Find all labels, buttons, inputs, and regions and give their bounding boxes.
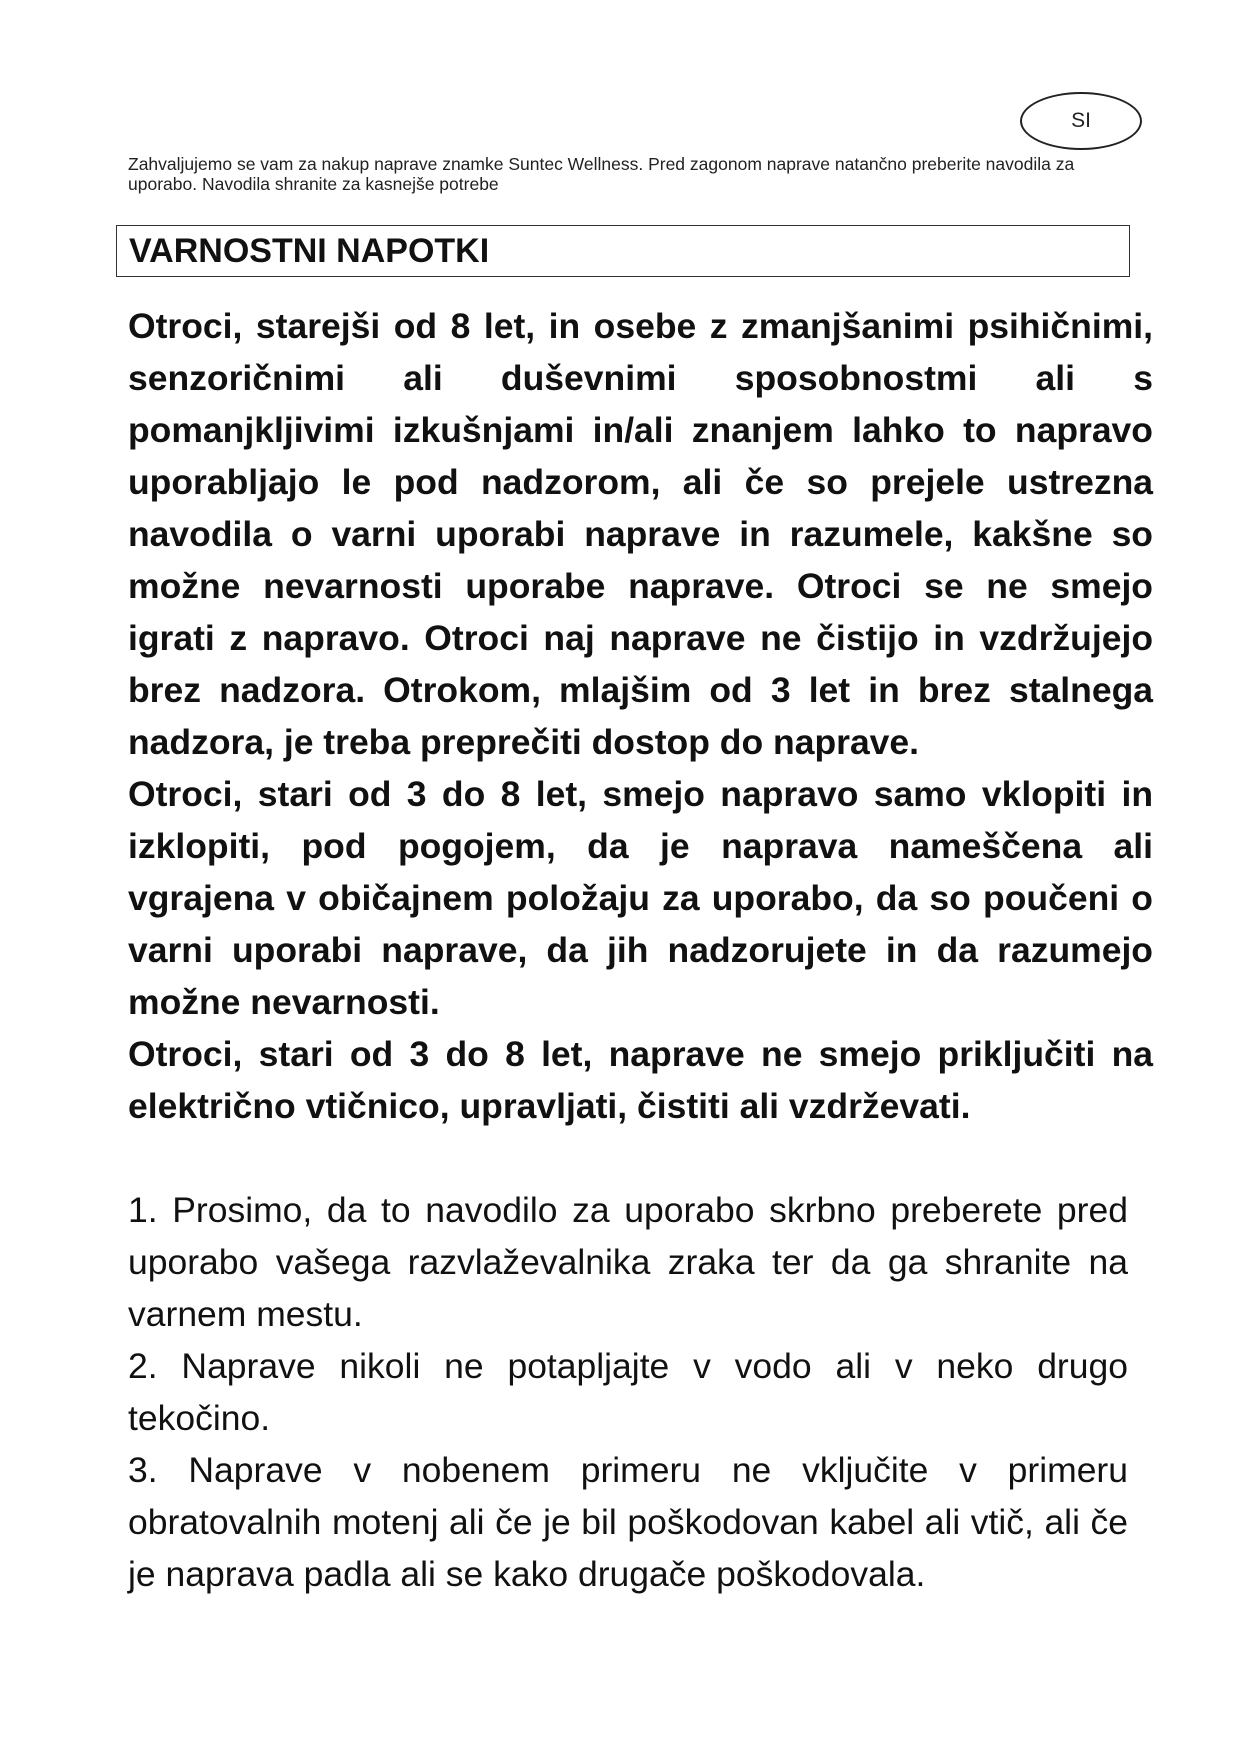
- language-code: SI: [1071, 109, 1091, 132]
- instruction-item: 2. Naprave nikoli ne potapljajte v vodo ali v neko drugo tekočino.: [128, 1346, 1128, 1438]
- section-header-box: [116, 225, 1130, 277]
- section-title: VARNOSTNI NAPOTKI: [129, 231, 490, 270]
- instruction-list: [128, 1184, 1128, 1600]
- warning-paragraph: Otroci, stari od 3 do 8 let, naprave ne smejo priključiti na električno vtičnico, upravljati, čistiti ali vzdrževati.: [128, 1034, 1153, 1126]
- intro-text: Zahvaljujemo se vam za nakup naprave znamke Suntec Wellness. Pred zagonom naprave natančno preberite navodila za uporabo. Navodila shranite za kasnejše potrebe: [128, 154, 1075, 194]
- warning-paragraph: Otroci, starejši od 8 let, in osebe z zmanjšanimi psihičnimi, senzoričnimi ali duševnimi sposobnostmi ali s pomanjkljivimi izkušnjami in/ali znanjem lahko to napravo uporabljajo le pod nadzorom, ali če so prejele ustrezna navodila o varni uporabi naprave in razumele, kakšne so možne nevarnosti uporabe naprave. Otroci se ne smejo igrati z napravo. Otroci naj naprave ne čistijo in vzdržujejo brez nadzora. Otrokom, mlajšim od 3 let in brez stalnega nadzora, je treba preprečiti dostop do naprave.: [128, 306, 1153, 762]
- instruction-item: 3. Naprave v nobenem primeru ne vključite v primeru obratovalnih motenj ali če je bil poškodovan kabel ali vtič, ali če je naprava padla ali se kako drugače poškodovala.: [128, 1450, 1128, 1594]
- safety-warnings: [128, 300, 1153, 1132]
- instruction-item: 1. Prosimo, da to navodilo za uporabo skrbno preberete pred uporabo vašega razvlaževalnika zraka ter da ga shranite na varnem mestu.: [128, 1190, 1128, 1334]
- language-badge: [1020, 92, 1142, 150]
- warning-paragraph: Otroci, stari od 3 do 8 let, smejo napravo samo vklopiti in izklopiti, pod pogojem, da je naprava nameščena ali vgrajena v običajnem položaju za uporabo, da so poučeni o varni uporabi naprave, da jih nadzorujete in da razumejo možne nevarnosti.: [128, 774, 1153, 1022]
